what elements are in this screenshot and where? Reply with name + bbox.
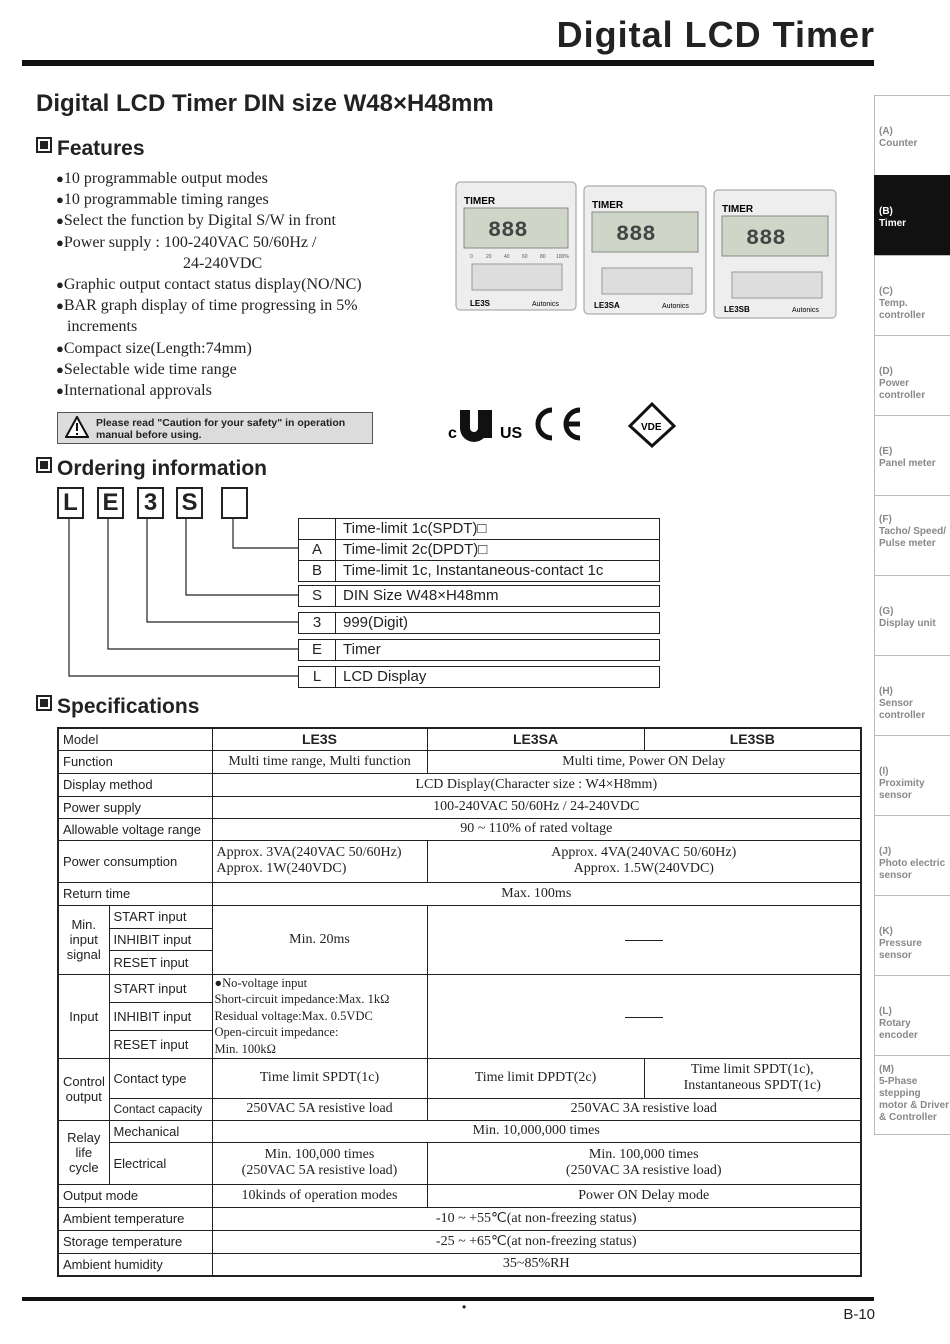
category-sidebar	[874, 95, 950, 1135]
specifications-table	[57, 727, 862, 1277]
spec-label: RESET input	[109, 1030, 212, 1058]
ordering-row	[299, 613, 659, 633]
sidebar-code: (E)	[879, 446, 893, 457]
sidebar-label: Proximity sensor	[879, 778, 925, 801]
spec-line: Min. 100,000 times	[264, 1147, 375, 1162]
sidebar-code: (B)	[879, 206, 893, 217]
tick: 100%	[556, 254, 569, 260]
code-box-3: 3	[137, 487, 164, 519]
spec-value: 35~85%RH	[212, 1253, 861, 1276]
spec-value: LCD Display(Character size : W4×H8mm)	[212, 773, 861, 796]
spec-line: Approx. 1W(240VDC)	[216, 861, 347, 876]
ordering-row	[299, 539, 659, 560]
sidebar-code: (I)	[879, 766, 889, 777]
table-row	[58, 905, 861, 928]
table-row	[58, 773, 861, 796]
ordering-code: S	[299, 586, 336, 606]
tick: 80	[540, 254, 546, 260]
spec-value	[427, 840, 861, 882]
ordering-row	[299, 667, 659, 687]
ordering-row	[299, 586, 659, 606]
spec-value: Max. 100ms	[212, 882, 861, 905]
spec-value: Multi time range, Multi function	[212, 750, 427, 773]
product-label: TIMER	[592, 200, 624, 211]
product-model: LE3S	[470, 299, 491, 308]
product-label: TIMER	[464, 196, 496, 207]
ordering-desc: Timer	[343, 641, 381, 658]
page-number: B-10	[843, 1306, 875, 1323]
sidebar-item-panel-meter[interactable]	[874, 415, 950, 495]
spec-value	[212, 1142, 427, 1184]
table-row	[58, 1253, 861, 1276]
sidebar-item-timer[interactable]	[874, 175, 950, 255]
sidebar-code: (J)	[879, 846, 892, 857]
spec-label: Power consumption	[58, 840, 212, 882]
product-model: LE3SA	[594, 301, 620, 310]
spec-value: 90 ~ 110% of rated voltage	[212, 818, 861, 840]
spec-value: 250VAC 5A resistive load	[212, 1098, 427, 1120]
footer-dot: •	[462, 1300, 467, 1314]
feature-item: ●Compact size(Length:74mm)	[56, 339, 252, 357]
tick: 20	[486, 254, 492, 260]
spec-label: Contact type	[109, 1058, 212, 1098]
spec-label: INHIBIT input	[109, 928, 212, 950]
footer-rule	[22, 1297, 874, 1301]
tick: 40	[504, 254, 510, 260]
sidebar-label: Power controller	[879, 378, 926, 401]
sidebar-code: (M)	[879, 1064, 894, 1075]
sidebar-code: (C)	[879, 286, 893, 297]
product-brand: Autonics	[792, 307, 819, 314]
ordering-desc: DIN Size W48×H48mm	[343, 587, 499, 604]
code-box-e: E	[97, 487, 124, 519]
sidebar-label: Timer	[879, 218, 907, 229]
spec-label: INHIBIT input	[109, 1002, 212, 1030]
table-row	[58, 1058, 861, 1098]
feature-item: ●Select the function by Digital S/W in front	[56, 212, 336, 230]
ordering-group-output	[298, 518, 660, 582]
specifications-heading: Specifications	[36, 695, 199, 719]
spec-group-label: Input	[58, 974, 109, 1058]
code-box-option	[221, 487, 248, 519]
spec-line: Approx. 1.5W(240VDC)	[573, 861, 714, 876]
sidebar-label: Counter	[879, 138, 918, 149]
spec-value: Time limit DPDT(2c)	[427, 1058, 644, 1098]
spec-label: Ambient humidity	[58, 1253, 212, 1276]
page-subtitle: Digital LCD Timer DIN size W48×H48mm	[36, 90, 494, 117]
spec-label: Ambient temperature	[58, 1207, 212, 1230]
tick: 60	[522, 254, 528, 260]
vde-mark-icon	[630, 404, 674, 446]
table-row	[58, 1230, 861, 1253]
sidebar-item-sensor-controller[interactable]	[874, 655, 950, 735]
ce-mark-icon	[538, 410, 580, 438]
spec-group-label: Min. input signal	[58, 905, 109, 974]
spec-label: Allowable voltage range	[58, 818, 212, 840]
table-row	[58, 1098, 861, 1120]
feature-item: ●10 programmable output modes	[56, 170, 268, 187]
sidebar-item-stepping-motor[interactable]	[874, 1055, 950, 1135]
sidebar-code: (F)	[879, 514, 892, 525]
table-row	[58, 974, 861, 1002]
feature-item: ●10 programmable timing ranges	[56, 191, 269, 209]
table-row	[58, 882, 861, 905]
header-rule	[22, 60, 874, 66]
spec-label: Contact capacity	[109, 1098, 212, 1120]
spec-label: Output mode	[58, 1184, 212, 1207]
sidebar-code: (H)	[879, 686, 893, 697]
spec-line: Min. 100kΩ	[214, 1041, 276, 1056]
spec-value: 250VAC 3A resistive load	[427, 1098, 861, 1120]
spec-line: (250VAC 3A resistive load)	[565, 1163, 722, 1178]
table-row	[58, 796, 861, 818]
table-row	[58, 750, 861, 773]
sidebar-item-power-controller[interactable]	[874, 335, 950, 415]
spec-value	[212, 840, 427, 882]
table-row	[58, 818, 861, 840]
spec-label: Model	[58, 728, 212, 750]
feature-item: ●Graphic output contact status display(NO/NC)	[56, 276, 362, 294]
sidebar-item-tacho-meter[interactable]	[874, 495, 950, 575]
ordering-row	[299, 560, 659, 581]
table-row	[58, 1142, 861, 1184]
sidebar-label: Display unit	[879, 618, 936, 629]
spec-value-dash	[427, 974, 861, 1058]
sidebar-item-proximity-sensor[interactable]	[874, 735, 950, 815]
ordering-desc: LCD Display	[343, 668, 427, 685]
sidebar-label: Sensor controller	[879, 698, 926, 721]
product-brand: Autonics	[532, 301, 559, 308]
product-le3sb	[714, 190, 836, 318]
sidebar-item-photo-sensor[interactable]	[874, 815, 950, 895]
lcd-digits: 888	[616, 222, 656, 247]
spec-label: Electrical	[109, 1142, 212, 1184]
features-list	[56, 168, 362, 401]
ordering-row	[299, 519, 659, 539]
ordering-code: B	[299, 561, 336, 581]
model-header: LE3S	[212, 728, 427, 750]
spec-group-label: Relay life cycle	[58, 1120, 109, 1184]
spec-line: Min. 100,000 times	[588, 1147, 699, 1162]
spec-label: RESET input	[109, 950, 212, 974]
ordering-desc: Time-limit 1c(SPDT)□	[343, 520, 487, 537]
sidebar-code: (A)	[879, 126, 893, 137]
ordering-code: A	[299, 540, 336, 560]
ordering-code: 3	[299, 613, 336, 633]
ordering-group-item	[298, 639, 660, 661]
ul-c-text: c	[448, 425, 457, 442]
table-row	[58, 1184, 861, 1207]
feature-item-continued: 24-240VDC	[183, 254, 263, 272]
product-label: TIMER	[722, 204, 754, 215]
spec-line: Open-circuit impedance:	[214, 1025, 339, 1040]
product-le3sa	[584, 186, 706, 314]
code-box-l: L	[57, 487, 84, 519]
caution-line-1: Please read "Caution for your safety" in operation	[96, 417, 346, 429]
code-box-s: S	[176, 487, 203, 519]
certification-marks	[448, 400, 683, 450]
table-row	[58, 1120, 861, 1142]
product-model: LE3SB	[724, 305, 750, 314]
spec-line: Approx. 4VA(240VAC 50/60Hz)	[551, 845, 737, 860]
table-row	[58, 1207, 861, 1230]
feature-item: ●BAR graph display of time progressing in 5%	[56, 297, 358, 315]
ordering-heading: Ordering information	[36, 457, 267, 481]
features-heading: Features	[36, 137, 145, 161]
spec-label: Display method	[58, 773, 212, 796]
sidebar-item-rotary-encoder[interactable]	[874, 975, 950, 1055]
ordering-group-display	[298, 666, 660, 688]
ordering-group-digit	[298, 612, 660, 634]
caution-line-2: manual before using.	[96, 429, 202, 441]
sidebar-label: Photo electric sensor	[879, 858, 946, 881]
feature-item-continued: increments	[67, 318, 138, 336]
spec-value: -10 ~ +55℃(at non-freezing status)	[212, 1207, 861, 1230]
spec-label: Return time	[58, 882, 212, 905]
spec-label: Function	[58, 750, 212, 773]
feature-item: ●Selectable wide time range	[56, 360, 237, 378]
spec-value: Min. 10,000,000 times	[212, 1120, 861, 1142]
spec-line: Approx. 3VA(240VAC 50/60Hz)	[216, 845, 402, 860]
spec-value: Time limit SPDT(1c)	[212, 1058, 427, 1098]
spec-label: START input	[109, 905, 212, 928]
spec-value: 100-240VAC 50/60Hz / 24-240VDC	[212, 796, 861, 818]
sidebar-code: (K)	[879, 926, 893, 937]
ul-us-text: US	[500, 425, 523, 442]
spec-value	[644, 1058, 861, 1098]
ordering-desc: 999(Digit)	[343, 614, 409, 631]
spec-value: Power ON Delay mode	[427, 1184, 861, 1207]
spec-value: Min. 20ms	[212, 905, 427, 974]
caution-notice	[57, 412, 373, 444]
spec-value	[427, 1142, 861, 1184]
table-row	[58, 840, 861, 882]
page-title: Digital LCD Timer	[556, 14, 875, 55]
tick: 0	[470, 254, 473, 260]
spec-label: Power supply	[58, 796, 212, 818]
sidebar-label: 5-Phase stepping motor & Driver & Controller	[879, 1076, 950, 1123]
spec-label: START input	[109, 974, 212, 1002]
spec-value	[212, 974, 427, 1058]
spec-value: Multi time, Power ON Delay	[427, 750, 861, 773]
lcd-digits: 888	[488, 218, 528, 243]
warning-icon	[65, 416, 89, 438]
spec-label: Mechanical	[109, 1120, 212, 1142]
sidebar-item-counter[interactable]	[874, 95, 950, 175]
sidebar-item-temp-controller[interactable]	[874, 255, 950, 335]
sidebar-code: (G)	[879, 606, 894, 617]
ul-logo-icon	[460, 410, 492, 442]
ordering-group-size	[298, 585, 660, 607]
sidebar-code: (D)	[879, 366, 893, 377]
spec-value-dash	[427, 905, 861, 974]
spec-value: 10kinds of operation modes	[212, 1184, 427, 1207]
sidebar-item-display-unit[interactable]	[874, 575, 950, 655]
sidebar-item-pressure-sensor[interactable]	[874, 895, 950, 975]
ordering-code: E	[299, 640, 336, 660]
vde-text: VDE	[641, 422, 662, 433]
ordering-code	[299, 519, 336, 539]
product-photos	[452, 178, 862, 328]
table-row	[58, 728, 861, 750]
sidebar-code: (L)	[879, 1006, 892, 1017]
product-brand: Autonics	[662, 303, 689, 310]
spec-line: Residual voltage:Max. 0.5VDC	[214, 1008, 373, 1023]
spec-line: (250VAC 5A resistive load)	[241, 1163, 398, 1178]
spec-group-label: Control output	[58, 1058, 109, 1120]
sidebar-label: Panel meter	[879, 458, 936, 469]
product-le3s	[456, 182, 576, 310]
model-header: LE3SB	[644, 728, 861, 750]
spec-value: -25 ~ +65℃(at non-freezing status)	[212, 1230, 861, 1253]
spec-line: Time limit SPDT(1c),	[690, 1062, 814, 1077]
model-header: LE3SA	[427, 728, 644, 750]
ordering-code: L	[299, 667, 336, 687]
ordering-desc: Time-limit 2c(DPDT)□	[343, 541, 488, 558]
lcd-digits: 888	[746, 226, 786, 251]
spec-line: ●No-voltage input	[214, 975, 308, 990]
ordering-row	[299, 640, 659, 660]
spec-line: Instantaneous SPDT(1c)	[683, 1078, 821, 1093]
ordering-desc: Time-limit 1c, Instantaneous-contact 1c	[343, 562, 604, 579]
sidebar-label: Pressure sensor	[879, 938, 922, 961]
feature-item: ●Power supply : 100-240VAC 50/60Hz /	[56, 233, 317, 251]
feature-item: ●International approvals	[56, 382, 212, 400]
sidebar-label: Rotary encoder	[879, 1018, 918, 1041]
spec-line: Short-circuit impedance:Max. 1kΩ	[214, 992, 390, 1007]
spec-label: Storage temperature	[58, 1230, 212, 1253]
sidebar-label: Tacho/ Speed/ Pulse meter	[879, 526, 947, 549]
sidebar-label: Temp. controller	[879, 298, 926, 321]
